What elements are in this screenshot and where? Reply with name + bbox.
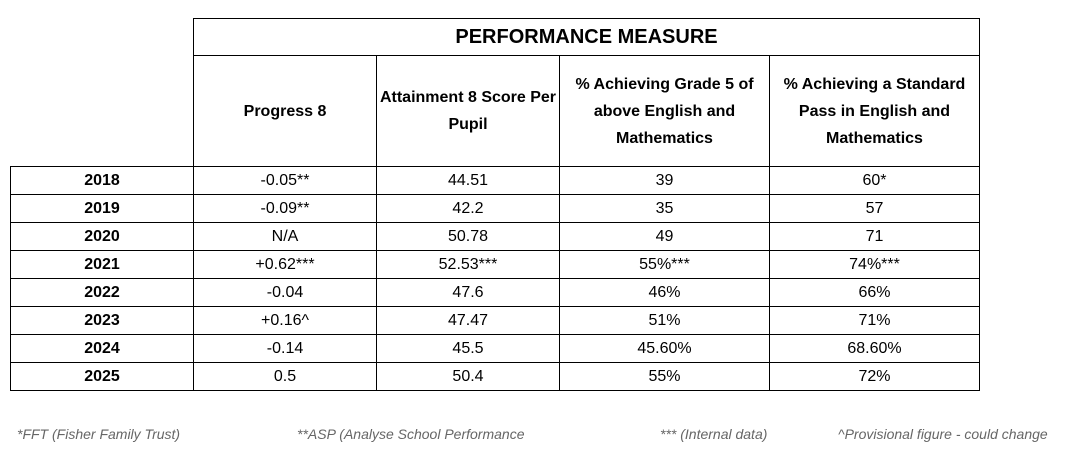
attainment-8-cell: 42.2 — [377, 195, 560, 223]
table-row — [11, 223, 980, 251]
year-cell: 2022 — [11, 279, 194, 307]
table-row — [11, 251, 980, 279]
footnote-provisional: ^Provisional figure - could change — [838, 426, 1048, 442]
progress-8-cell: N/A — [194, 223, 377, 251]
footnote-internal-data: *** (Internal data) — [660, 426, 768, 442]
year-cell: 2018 — [11, 167, 194, 195]
footnote-asp: **ASP (Analyse School Performance — [297, 426, 525, 442]
standard-pass-cell: 71% — [770, 307, 980, 335]
grade-5-cell: 35 — [560, 195, 770, 223]
standard-pass-cell: 68.60% — [770, 335, 980, 363]
column-header-standard-pass: % Achieving a Standard Pass in English and Mathematics — [770, 56, 980, 167]
table-row — [11, 167, 980, 195]
corner-cell — [11, 19, 194, 167]
performance-measure-header: PERFORMANCE MEASURE — [194, 19, 980, 56]
column-header-grade-5: % Achieving Grade 5 of above English and Mathematics — [560, 56, 770, 167]
table-row — [11, 195, 980, 223]
standard-pass-cell: 72% — [770, 363, 980, 391]
attainment-8-cell: 44.51 — [377, 167, 560, 195]
standard-pass-cell: 57 — [770, 195, 980, 223]
grade-5-cell: 39 — [560, 167, 770, 195]
grade-5-cell: 45.60% — [560, 335, 770, 363]
grade-5-cell: 51% — [560, 307, 770, 335]
footnote-fft: *FFT (Fisher Family Trust) — [17, 426, 181, 442]
standard-pass-cell: 66% — [770, 279, 980, 307]
table-row — [11, 279, 980, 307]
table-row — [11, 335, 980, 363]
progress-8-cell: +0.62*** — [194, 251, 377, 279]
progress-8-cell: 0.5 — [194, 363, 377, 391]
progress-8-cell: -0.04 — [194, 279, 377, 307]
year-cell: 2024 — [11, 335, 194, 363]
table-row — [11, 307, 980, 335]
column-header-progress-8: Progress 8 — [194, 56, 377, 167]
grade-5-cell: 55%*** — [560, 251, 770, 279]
grade-5-cell: 46% — [560, 279, 770, 307]
standard-pass-cell: 74%*** — [770, 251, 980, 279]
progress-8-cell: +0.16^ — [194, 307, 377, 335]
group-header-row — [11, 19, 980, 56]
progress-8-cell: -0.05** — [194, 167, 377, 195]
standard-pass-cell: 60* — [770, 167, 980, 195]
year-cell: 2021 — [11, 251, 194, 279]
attainment-8-cell: 50.78 — [377, 223, 560, 251]
attainment-8-cell: 47.47 — [377, 307, 560, 335]
year-cell: 2025 — [11, 363, 194, 391]
year-cell: 2019 — [11, 195, 194, 223]
attainment-8-cell: 45.5 — [377, 335, 560, 363]
attainment-8-cell: 50.4 — [377, 363, 560, 391]
year-cell: 2023 — [11, 307, 194, 335]
standard-pass-cell: 71 — [770, 223, 980, 251]
year-cell: 2020 — [11, 223, 194, 251]
performance-table — [10, 18, 980, 391]
column-header-attainment-8: Attainment 8 Score Per Pupil — [377, 56, 560, 167]
attainment-8-cell: 47.6 — [377, 279, 560, 307]
progress-8-cell: -0.14 — [194, 335, 377, 363]
attainment-8-cell: 52.53*** — [377, 251, 560, 279]
table-row — [11, 363, 980, 391]
progress-8-cell: -0.09** — [194, 195, 377, 223]
grade-5-cell: 49 — [560, 223, 770, 251]
grade-5-cell: 55% — [560, 363, 770, 391]
footnotes — [0, 426, 1067, 446]
